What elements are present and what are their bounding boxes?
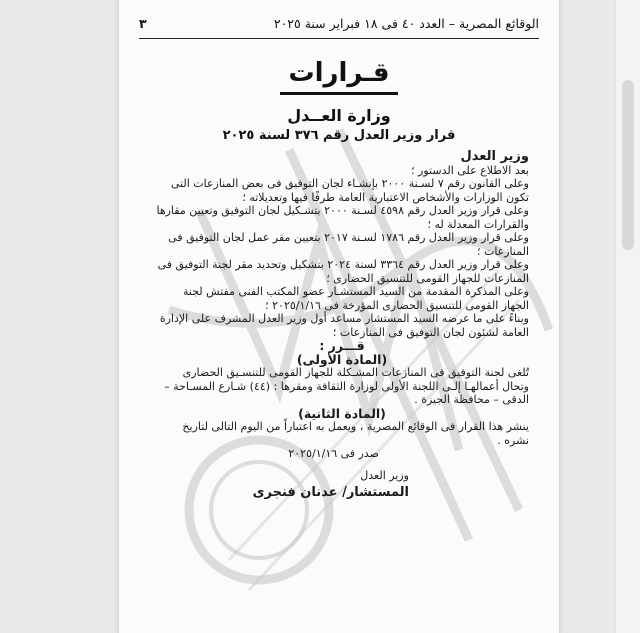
- page-number: ٣: [139, 16, 147, 31]
- preamble-clause: وعلى قرار وزير العدل رقم ٣٣٦٤ لسنة ٢٠٢٤ بتشكيل وتحديد مقر لجنة التوفيق فى المنازعات للجهاز القومى للتنسيق الحضارى ؛: [157, 258, 529, 285]
- decree-title: قرار وزير العدل رقم ٣٧٦ لسنة ٢٠٢٥: [222, 128, 456, 143]
- document-page: [118, 0, 560, 633]
- decree-body: [155, 150, 529, 500]
- decided-heading: قـــرر :: [319, 338, 365, 353]
- article-2-title: (المادة الثانية): [298, 405, 386, 421]
- preamble-clause: وعلى قرار وزير العدل رقم ١٧٨٦ لسـنة ٢٠١٧ بتعيين مقر عمل لجان التوفيق فى المنازعات ؛: [168, 231, 529, 258]
- vertical-scrollbar[interactable]: [615, 0, 640, 633]
- preamble-clause: وعلى القانون رقم ٧ لسـنة ٢٠٠٠ بإنشـاء لجان التوفيق فى بعض المنازعات التى تكون الوزارات والأشخاص الاعتبارية العامة طرفًا فيها وتعديلاته ؛: [170, 177, 529, 204]
- scrollbar-thumb[interactable]: [622, 80, 634, 250]
- signature-block: [155, 469, 529, 500]
- ministry-heading: وزارة العــدل: [287, 106, 391, 125]
- preamble-clause: وبناءً على ما عرضه السيد المستشار مساعد أول وزير العدل المشرف على الإدارة العامة لشئون لجان التوفيق فى المنازعات ؛: [159, 312, 529, 339]
- article-1-text: تُلغى لجنة التوفيق فى المنازعات المشـكلة للجهاز القومى للتنسـيق الحضارى وتحال أعمالهـا إلـى اللجنة الأولى لوزارة الثقافة ومقرها : (٤٤) شـارع المسـاحة – الدقى – محافظة الجيزة .: [164, 366, 529, 406]
- preamble-clause: وعلى قرار وزير العدل رقم ٤٥٩٨ لسـنة ٢٠٠٠ بتشـكيل لجان التوفيق وتعيين مقارها والقرارات المعدلة له ؛: [156, 204, 529, 231]
- running-title: الوقائع المصرية – العدد ٤٠ فى ١٨ فبراير سنة ٢٠٢٥: [273, 16, 539, 31]
- signature-name: المستشار/ عدنان فنجرى: [252, 485, 409, 500]
- running-header: [139, 16, 539, 39]
- main-title-text: قـرارات: [288, 58, 390, 88]
- title-underline: [280, 92, 398, 95]
- signature-role: وزير العدل: [360, 468, 409, 482]
- article-1-title: (المادة الأولى): [296, 351, 388, 367]
- section-title: [119, 58, 559, 95]
- preamble-clause: بعد الاطلاع على الدستور ؛: [411, 163, 529, 177]
- issuer-heading: وزير العدل: [460, 149, 529, 164]
- issued-date: صدر فى ٢٠٢٥/١/١٦: [288, 447, 379, 460]
- article-2-text: ينشر هذا القرار فى الوقائع المصرية ، ويعمل به اعتباراً من اليوم التالى لتاريخ نشره .: [182, 420, 529, 447]
- preamble-clause: وعلى المذكرة المقدمة من السيد المستشـار عضو المكتب الفنى مفتش لجنة الجهاز القومى للتنسيق الحضارى المؤرخة فى ٢٠٢٥/١/١٦ ؛: [182, 285, 529, 312]
